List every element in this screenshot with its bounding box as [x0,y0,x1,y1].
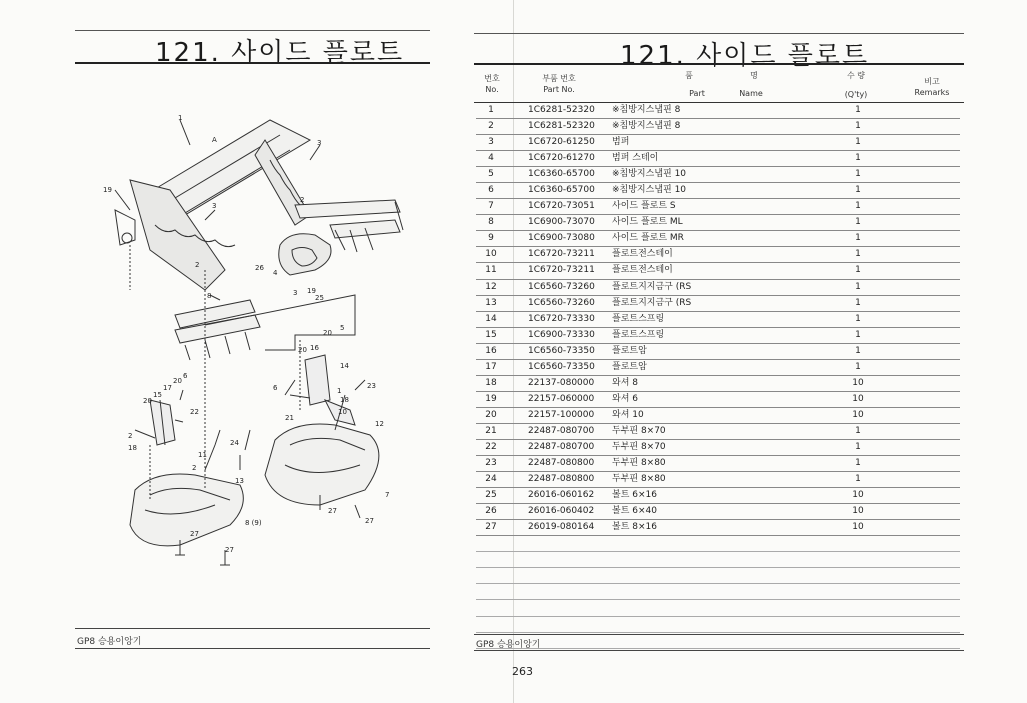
callout-27d: 27 [225,546,234,554]
row-part-name: 플로트스프링 [612,329,665,340]
page-title: 121. 사이드 플로트 [155,38,405,68]
row-quantity: 10 [852,393,864,404]
table-row [476,135,960,151]
row-number: 17 [485,361,497,372]
table-row [476,199,960,215]
callout-20b: 20 [298,346,307,354]
row-number: 21 [485,425,497,436]
callout-16: 16 [310,344,319,352]
row-part-name: 플로트전스테이 [612,249,673,260]
row-number: 12 [485,281,497,292]
callout-19: 19 [307,287,316,295]
table-row [476,392,960,408]
table-row [476,103,960,119]
row-part-number: 1C6281-52320 [528,105,595,115]
row-part-number: 1C6720-73211 [528,265,595,276]
empty-table-row [476,568,960,584]
row-part-number: 26016-060402 [528,506,595,517]
callout-27b: 27 [365,517,374,525]
row-part-number: 1C6720-61250 [528,137,595,148]
page-number: 263 [512,665,533,678]
table-row [476,247,960,263]
callout-21: 21 [285,414,294,422]
row-number: 10 [485,249,497,260]
row-quantity: 10 [852,377,864,388]
row-part-number: 22487-080800 [528,474,595,485]
footer-label: GP8 승용이앙기 [77,637,142,647]
row-part-name: 와셔 8 [612,377,638,388]
callout-18: 18 [340,396,349,404]
ref-callout-19: 19 [103,186,112,194]
row-part-name: 플로트전스테이 [612,265,673,276]
ref-callout-a: A [212,136,217,144]
header-remarks-en: Remarks [914,88,950,97]
row-number: 27 [485,522,497,533]
header-no-en: No. [485,85,499,94]
row-part-name: 볼트 6×16 [612,490,657,501]
empty-table-row [476,600,960,616]
row-quantity: 1 [855,297,861,308]
row-quantity: 1 [855,361,861,372]
row-part-number: 22137-080000 [528,377,595,388]
row-part-name: 두부핀 8×70 [612,425,666,436]
footer-rule-bottom [474,650,964,651]
row-part-name: 플로트암 [612,361,647,372]
row-quantity: 1 [855,329,861,340]
row-quantity: 1 [855,233,861,244]
callout-5: 5 [340,324,345,332]
ref-callout-3b: 3 [212,202,217,210]
table-row [476,215,960,231]
row-part-number: 1C6720-73330 [528,313,595,324]
row-part-number: 1C6900-73070 [528,217,595,228]
row-part-number: 1C6560-73260 [528,281,595,292]
callout-27c: 27 [190,530,199,538]
callout-24: 24 [230,439,239,447]
row-quantity: 1 [855,458,861,469]
table-row [476,263,960,279]
row-number: 15 [485,329,497,340]
row-quantity: 1 [855,425,861,436]
row-part-name: 플로트지지금구 (RS [612,297,692,308]
row-number: 11 [485,265,497,276]
row-quantity: 1 [855,137,861,148]
empty-table-row [476,617,960,633]
row-part-name: ※침방지스냅핀 10 [612,169,687,180]
row-number: 2 [488,121,494,132]
row-part-number: 1C6560-73260 [528,297,595,308]
row-quantity: 1 [855,281,861,292]
table-row [476,344,960,360]
callout-20d: 20 [143,397,152,405]
row-quantity: 1 [855,169,861,180]
header-remarks-ko: 비고 [924,77,940,86]
ref-callout-8: 8 [207,292,212,300]
row-part-name: 플로트지지금구 (RS [612,281,692,292]
footer-rule-bottom [75,648,430,649]
row-quantity: 1 [855,345,861,356]
row-part-number: 22157-100000 [528,409,595,420]
table-row [476,119,960,135]
row-number: 20 [485,409,497,420]
table-row [476,280,960,296]
table-row [476,183,960,199]
table-row [476,328,960,344]
callout-6: 6 [273,384,278,392]
row-number: 3 [488,137,494,148]
callout-17: 17 [163,384,172,392]
callout-14: 14 [340,362,349,370]
row-part-number: 26019-080164 [528,522,595,533]
row-number: 24 [485,474,497,485]
header-name-en1: Part [689,89,705,98]
empty-table-row [476,536,960,552]
row-part-number: 22157-060000 [528,393,595,404]
row-part-name: ※침방지스냅핀 8 [612,121,681,132]
footer-label: GP8 승용이앙기 [476,640,541,650]
row-quantity: 10 [852,522,864,533]
header-no-ko: 번호 [484,74,500,83]
row-number: 9 [488,233,494,244]
row-number: 26 [485,506,497,517]
page-title: 121. 사이드 플로트 [620,41,870,71]
row-part-name: 플로트암 [612,345,647,356]
table-row [476,312,960,328]
row-part-name: 볼트 8×16 [612,522,657,533]
row-part-number: 1C6900-73080 [528,233,595,244]
row-quantity: 1 [855,201,861,212]
row-part-name: 사이드 플로트 ML [612,217,683,228]
callout-23: 23 [367,382,376,390]
callout-27: 27 [328,507,337,515]
row-quantity: 1 [855,441,861,452]
callout-10: 10 [338,408,347,416]
exploded-parts-diagram [95,100,405,570]
row-quantity: 1 [855,153,861,164]
row-quantity: 10 [852,409,864,420]
callout-18b: 18 [128,444,137,452]
row-number: 6 [488,185,494,196]
row-part-name: 와셔 6 [612,393,638,404]
table-row [476,360,960,376]
row-quantity: 1 [855,265,861,276]
header-qty-en: (Q'ty) [844,90,868,99]
row-number: 4 [488,153,494,164]
row-number: 7 [488,201,494,212]
callout-2: 2 [128,432,133,440]
row-number: 1 [488,105,494,115]
table-row [476,296,960,312]
header-part-en: Part No. [543,85,575,94]
header-qty-ko: 수 량 [847,71,865,80]
row-number: 13 [485,297,497,308]
table-row [476,504,960,520]
row-number: 14 [485,313,497,324]
callout-4: 4 [273,269,278,277]
row-part-name: 두부핀 8×80 [612,474,666,485]
table-row [476,376,960,392]
table-row [476,408,960,424]
row-number: 5 [488,169,494,180]
callout-7: 7 [385,491,390,499]
empty-table-row [476,552,960,568]
row-part-name: ※침방지스냅핀 10 [612,185,687,196]
row-part-name: 범퍼 스테이 [612,153,659,164]
callout-3: 3 [293,289,298,297]
row-quantity: 10 [852,490,864,501]
row-quantity: 1 [855,313,861,324]
row-part-number: 1C6281-52320 [528,121,595,132]
row-number: 23 [485,458,497,469]
ref-callout-2b: 2 [195,261,200,269]
table-row [476,424,960,440]
table-row [476,520,960,536]
top-rule [474,33,964,34]
callout-20c: 20 [173,377,182,385]
row-part-name: 와셔 10 [612,409,644,420]
row-part-name: 두부핀 8×70 [612,441,666,452]
table-row [476,440,960,456]
footer-rule [474,634,964,635]
row-quantity: 10 [852,506,864,517]
row-quantity: 1 [855,121,861,132]
row-quantity: 1 [855,249,861,260]
row-part-name: ※침방지스냅핀 8 [612,105,681,115]
row-quantity: 1 [855,105,861,115]
row-number: 25 [485,490,497,501]
row-part-number: 22487-080700 [528,425,595,436]
row-part-name: 사이드 플로트 MR [612,233,684,244]
ref-callout-1: 1 [178,114,183,122]
callout-20: 20 [323,329,332,337]
row-part-name: 사이드 플로트 S [612,201,676,212]
table-row [476,151,960,167]
row-quantity: 1 [855,474,861,485]
row-part-name: 볼트 6×40 [612,506,657,517]
row-part-name: 범퍼 [612,137,630,148]
table-row [476,456,960,472]
row-part-number: 1C6560-73350 [528,345,595,356]
header-part-ko: 부품 번호 [542,74,576,83]
row-part-number: 1C6360-65700 [528,169,595,180]
header-name-ko1: 품 [685,71,693,80]
callout-6b: 6 [183,372,188,380]
row-number: 8 [488,217,494,228]
ref-callout-2: 2 [300,196,305,204]
callout-26: 26 [255,264,264,272]
row-quantity: 1 [855,185,861,196]
row-number: 18 [485,377,497,388]
row-part-number: 22487-080700 [528,441,595,452]
row-part-number: 22487-080800 [528,458,595,469]
callout-25: 25 [315,294,324,302]
empty-table-row [476,584,960,600]
title-underline [474,63,964,65]
row-part-number: 1C6560-73350 [528,361,595,372]
row-number: 16 [485,345,497,356]
callout-22: 22 [190,408,199,416]
row-part-name: 두부핀 8×80 [612,458,666,469]
callout-1: 1 [337,387,342,395]
footer-rule [75,628,430,629]
right-page [476,0,1027,703]
table-row [476,231,960,247]
row-part-number: 1C6360-65700 [528,185,595,196]
row-part-number: 26016-060162 [528,490,595,501]
callout-12: 12 [375,420,384,428]
row-quantity: 1 [855,217,861,228]
top-rule [75,30,430,31]
row-part-number: 1C6720-73211 [528,249,595,260]
parts-table [476,103,960,649]
row-part-number: 1C6900-73330 [528,329,595,340]
callout-2b: 2 [192,464,197,472]
header-name-ko2: 명 [750,71,758,80]
row-number: 22 [485,441,497,452]
header-name-en2: Name [739,89,763,98]
row-part-number: 1C6720-61270 [528,153,595,164]
table-row [476,488,960,504]
row-number: 19 [485,393,497,404]
callout-8: 8 (9) [245,519,262,527]
callout-15: 15 [153,391,162,399]
table-row [476,167,960,183]
callout-11: 11 [198,451,207,459]
table-row [476,472,960,488]
ref-callout-3: 3 [317,139,322,147]
callout-13: 13 [235,477,244,485]
row-part-number: 1C6720-73051 [528,201,595,212]
title-underline [75,62,430,64]
row-part-name: 플로트스프링 [612,313,665,324]
